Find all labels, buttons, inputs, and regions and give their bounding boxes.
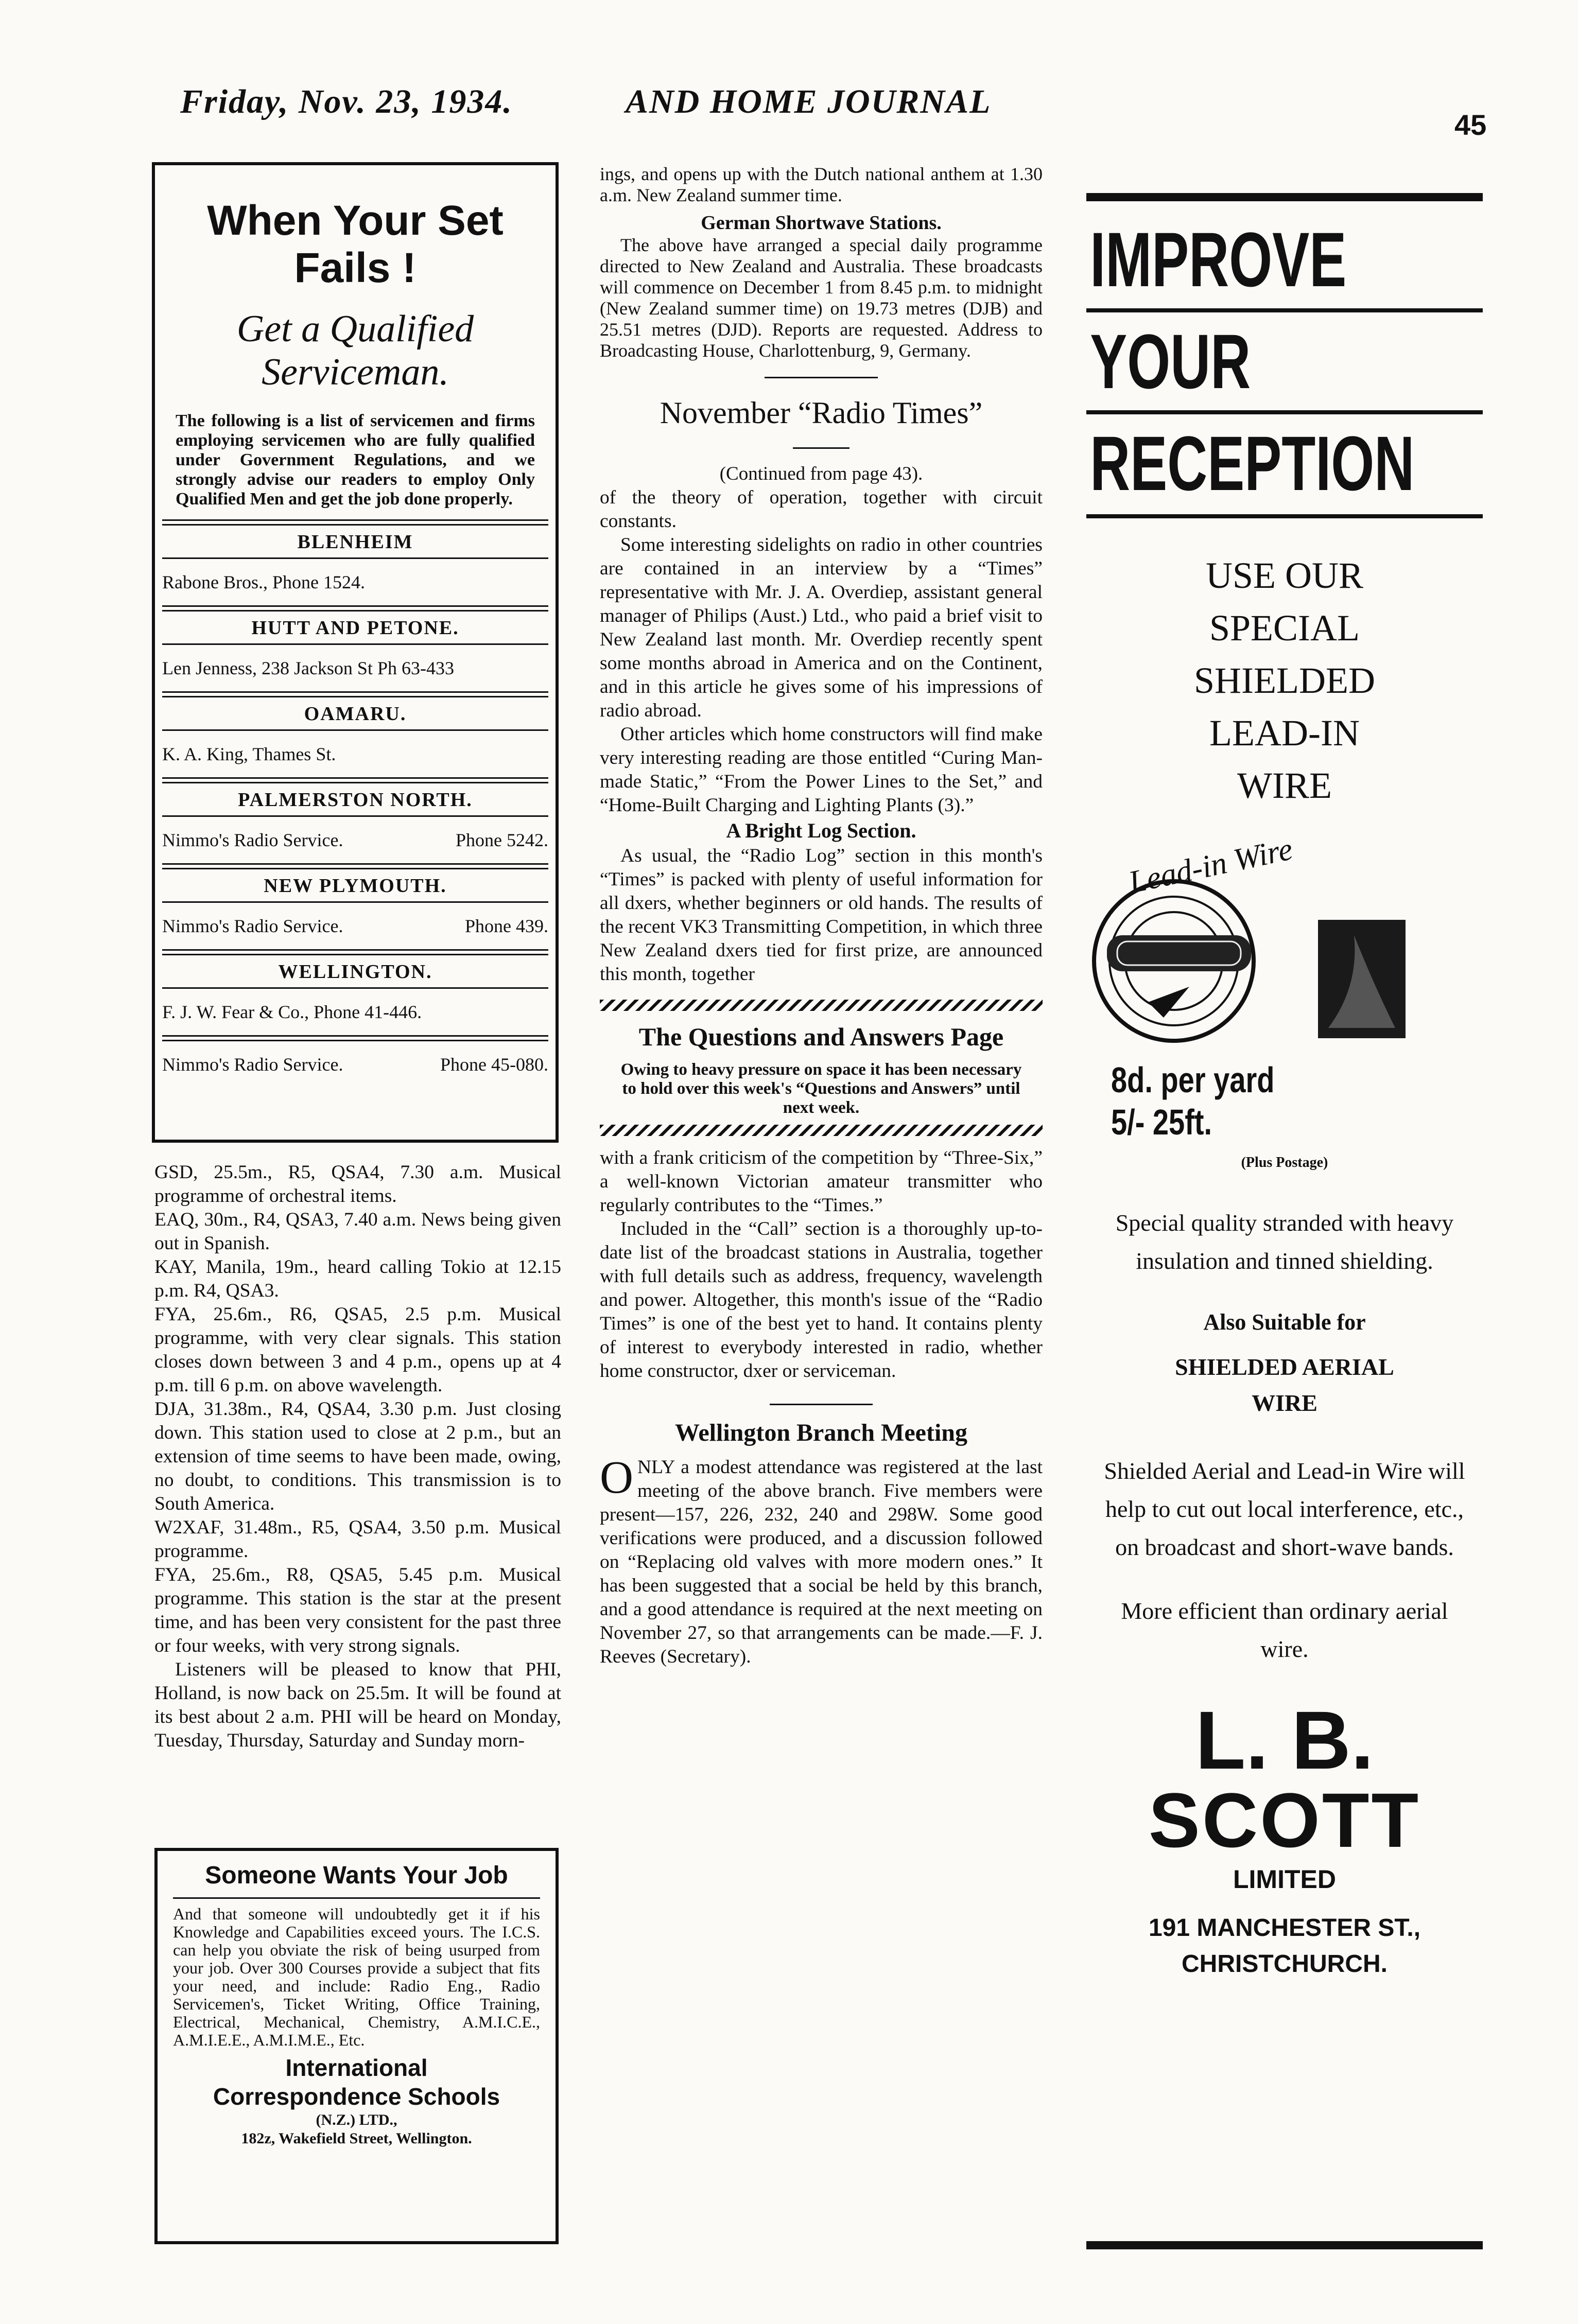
- station-entry: GSD, 25.5m., R5, QSA4, 7.30 a.m. Musical programme of orchestral items.: [154, 1162, 561, 1207]
- ics-name-line2: Correspondence Schools: [213, 2083, 500, 2110]
- serviceman-ad-subtitle: Get a Qualified Serviceman.: [236, 308, 474, 393]
- scott-ad: [1086, 193, 1483, 2249]
- quality-text: Special quality stranded with heavy insulation and tinned shielding.: [1115, 1210, 1454, 1274]
- shielded-aerial-wire: SHIELDED AERIAL WIRE: [1175, 1354, 1394, 1416]
- serviceman-ad: [152, 162, 559, 1143]
- german-paragraph: The above have arranged a special daily programme directed to New Zealand and Australia. These broadcasts will commence on December 1 from 8.45 p.m. to midnight (New Zealand summer time) on 19.73 metres (DJB) and 25.51 metres (DJD). Reports are requested. Address to Broadcasting House, Charlottenburg, 9, Germany.: [600, 235, 1043, 361]
- drop-cap: O: [600, 1452, 633, 1503]
- article-column: [600, 164, 1043, 1669]
- company-address1: 191 MANCHESTER ST.,: [1148, 1914, 1421, 1942]
- radio-times-paragraph: of the theory of operation, together with circuit constants.: [600, 487, 1043, 532]
- ics-name-line1: International: [285, 2054, 428, 2081]
- help-text: Shielded Aerial and Lead-in Wire will help to cut out local interference, etc., on broadcast and short-wave bands.: [1104, 1458, 1465, 1560]
- serviceman-entry: Len Jenness, 238 Jackson St Ph 63-433: [162, 658, 454, 678]
- station-paragraph: Listeners will be pleased to know that PHI, Holland, is now back on 25.5m. It will be found at its best about 2 a.m. PHI will be heard on Monday, Tuesday, Thursday, Saturday and Sunday morn-: [154, 1659, 561, 1751]
- station-entry: FYA, 25.6m., R6, QSA5, 2.5 p.m. Musical programme, with very clear signals. This station closes down between 3 and 4 p.m., opens up at 4 p.m. till 6 p.m. on above wavelength.: [154, 1304, 561, 1396]
- use-line: SPECIAL: [1209, 607, 1360, 649]
- price-25ft: 5/- 25ft.: [1111, 1102, 1212, 1142]
- serviceman-entry: K. A. King, Thames St.: [162, 744, 336, 764]
- postage-note: (Plus Postage): [1241, 1155, 1328, 1170]
- price-per-yard: 8d. per yard: [1111, 1060, 1275, 1100]
- radio-times-paragraph: Other articles which home constructors will find make very interesting reading are those entitled “Curing Man-made Static,” “From the Power Lines to the Set,” and “Home-Built Charging and Lighting Plants (3).”: [600, 724, 1043, 816]
- use-line: USE OUR: [1205, 555, 1364, 596]
- use-line: WIRE: [1237, 765, 1332, 806]
- log-paragraph: As usual, the “Radio Log” section in this month's “Times” is packed with plenty of useful information for all dxers, whether beginners or old hands. The results of the recent VK3 Transmitting Competition, in which three New Zealand dxers tied for first prize, are announced this month, together: [600, 845, 1043, 985]
- station-entry: FYA, 25.6m., R8, QSA5, 5.45 p.m. Musical programme. This station is the star at the present time, and has been very consistent for the past three or four weeks, with very strong signals.: [154, 1564, 561, 1656]
- log-heading: A Bright Log Section.: [726, 819, 916, 842]
- town-palmerston-north: PALMERSTON NORTH.: [238, 789, 473, 811]
- serviceman-entry: Nimmo's Radio Service. Phone 5242.: [162, 830, 548, 850]
- serviceman-entry: Nimmo's Radio Service. Phone 45-080.: [162, 1054, 548, 1075]
- station-entry: DJA, 31.38m., R4, QSA4, 3.30 p.m. Just closing down. This station used to close at 2 p.m., but an extension of time seems to have been made, owing, no doubt, to conditions. This transmission is to South America.: [154, 1399, 561, 1514]
- dutch-paragraph: ings, and opens up with the Dutch national anthem at 1.30 a.m. New Zealand summer time.: [600, 164, 1043, 205]
- station-entry: W2XAF, 31.48m., R5, QSA4, 3.50 p.m. Musical programme.: [154, 1517, 561, 1562]
- serviceman-entry: Nimmo's Radio Service. Phone 439.: [162, 916, 548, 936]
- continued-note: (Continued from page 43).: [719, 463, 923, 484]
- use-line: SHIELDED: [1194, 660, 1375, 701]
- use-line: LEAD-IN: [1209, 712, 1360, 754]
- also-suitable: Also Suitable for: [1203, 1309, 1366, 1335]
- radio-times-heading: November “Radio Times”: [660, 396, 983, 430]
- ad-line-reception: RECEPTION: [1090, 420, 1415, 506]
- zigzag-rule: [600, 1000, 1043, 1011]
- radio-times-paragraph: Some interesting sidelights on radio in other countries are contained in an interview by a “Times” representative with Mr. J. A. Overdiep, assistant general manager of Philips (Aust.) Ltd., who paid a brief visit to New Zealand last month. Mr. Overdiep recently spent some months abroad in America and on the Continent, and in this article he gives some of his impressions of radio abroad.: [600, 534, 1043, 721]
- company-limited: LIMITED: [1233, 1865, 1336, 1894]
- ad-line-your: YOUR: [1090, 318, 1251, 405]
- qa-notice: Owing to heavy pressure on space it has been necessary to hold over this week's “Questions and Answers” until next week.: [620, 1060, 1022, 1117]
- lead-in-wire-logo: [1086, 832, 1483, 1059]
- company-scott: SCOTT: [1148, 1777, 1421, 1863]
- wellington-branch-heading: Wellington Branch Meeting: [675, 1419, 967, 1446]
- journal-title: AND HOME JOURNAL: [626, 83, 992, 120]
- town-blenheim: BLENHEIM: [297, 531, 413, 553]
- town-new-plymouth: NEW PLYMOUTH.: [264, 875, 447, 897]
- station-log-column: [154, 1161, 561, 1753]
- serviceman-ad-title: When Your Set Fails !: [207, 197, 504, 291]
- serviceman-entry: F. J. W. Fear & Co., Phone 41-446.: [162, 1002, 422, 1022]
- serviceman-entry: Rabone Bros., Phone 1524.: [162, 572, 365, 592]
- ics-ad-title: Someone Wants Your Job: [205, 1862, 508, 1889]
- qa-heading: The Questions and Answers Page: [638, 1022, 1004, 1051]
- company-lb: L. B.: [1195, 1694, 1374, 1786]
- serviceman-ad-intro: The following is a list of servicemen and firms employing servicemen who are fully qualified under Government Regulations, and we strongly advise our readers to employ Only Qualified Men and get the job done properly.: [176, 411, 535, 509]
- radio-times-paragraph: with a frank criticism of the competition by “Three-Six,” a well-known Victorian amateur transmitter who regularly contributes to the “Times.”: [600, 1147, 1043, 1216]
- town-oamaru: OAMARU.: [304, 703, 407, 725]
- logo-script: Lead-in Wire: [1125, 831, 1296, 900]
- town-wellington: WELLINGTON.: [278, 961, 432, 983]
- radio-times-paragraph: Included in the “Call” section is a thoroughly up-to-date list of the broadcast stations in Australia, together with full details such as address, frequency, wavelength and power. Altogether, this month's issue of the “Radio Times” is one of the best yet to hand. It contains plenty of interest to everybody interested in radio, whether home constructor, dxer or serviceman.: [600, 1218, 1043, 1382]
- ics-company: (N.Z.) LTD.,: [316, 2111, 397, 2128]
- use-our-block: [1086, 549, 1483, 812]
- station-entry: EAQ, 30m., R4, QSA3, 7.40 a.m. News being given out in Spanish.: [154, 1209, 561, 1254]
- ics-ad: [154, 1848, 559, 2244]
- header-date: Friday, Nov. 23, 1934.: [180, 83, 513, 120]
- german-heading: German Shortwave Stations.: [701, 212, 942, 234]
- company-address2: CHRISTCHURCH.: [1182, 1950, 1388, 1978]
- ics-ad-body: And that someone will undoubtedly get it if his Knowledge and Capabilities exceed yours. The I.C.S. can help you obviate the risk of being usurped from your job. Over 300 Courses provide a subject that fits your need, and include: Radio Eng., Radio Servicemen's, Ticket Writing, Office Training, Electrical, Mechanical, Chemistry, A.M.I.C.E., A.M.I.E.E., A.M.I.M.E., Etc.: [173, 1904, 540, 2049]
- ics-address: 182z, Wakefield Street, Wellington.: [241, 2130, 472, 2147]
- page-number: 45: [1454, 109, 1487, 141]
- station-entry: KAY, Manila, 19m., heard calling Tokio at 12.15 p.m. R4, QSA3.: [154, 1256, 561, 1301]
- zigzag-rule: [600, 1125, 1043, 1136]
- town-hutt-petone: HUTT AND PETONE.: [251, 617, 459, 639]
- efficient-text: More efficient than ordinary aerial wire.: [1121, 1598, 1448, 1662]
- ad-line-improve: IMPROVE: [1090, 216, 1347, 303]
- wellington-branch-paragraph: ONLY a modest attendance was registered at the last meeting of the above branch. Five members were present—157, 226, 232, 240 and 298W. Some good verifications were produced, and a discussion followed on “Replacing old valves with more modern ones.” It has been suggested that a social be held by this branch, and a good attendance is required at the next meeting on November 27, so that arrangements can be made.—F. J. Reeves (Secretary).: [600, 1452, 1043, 1667]
